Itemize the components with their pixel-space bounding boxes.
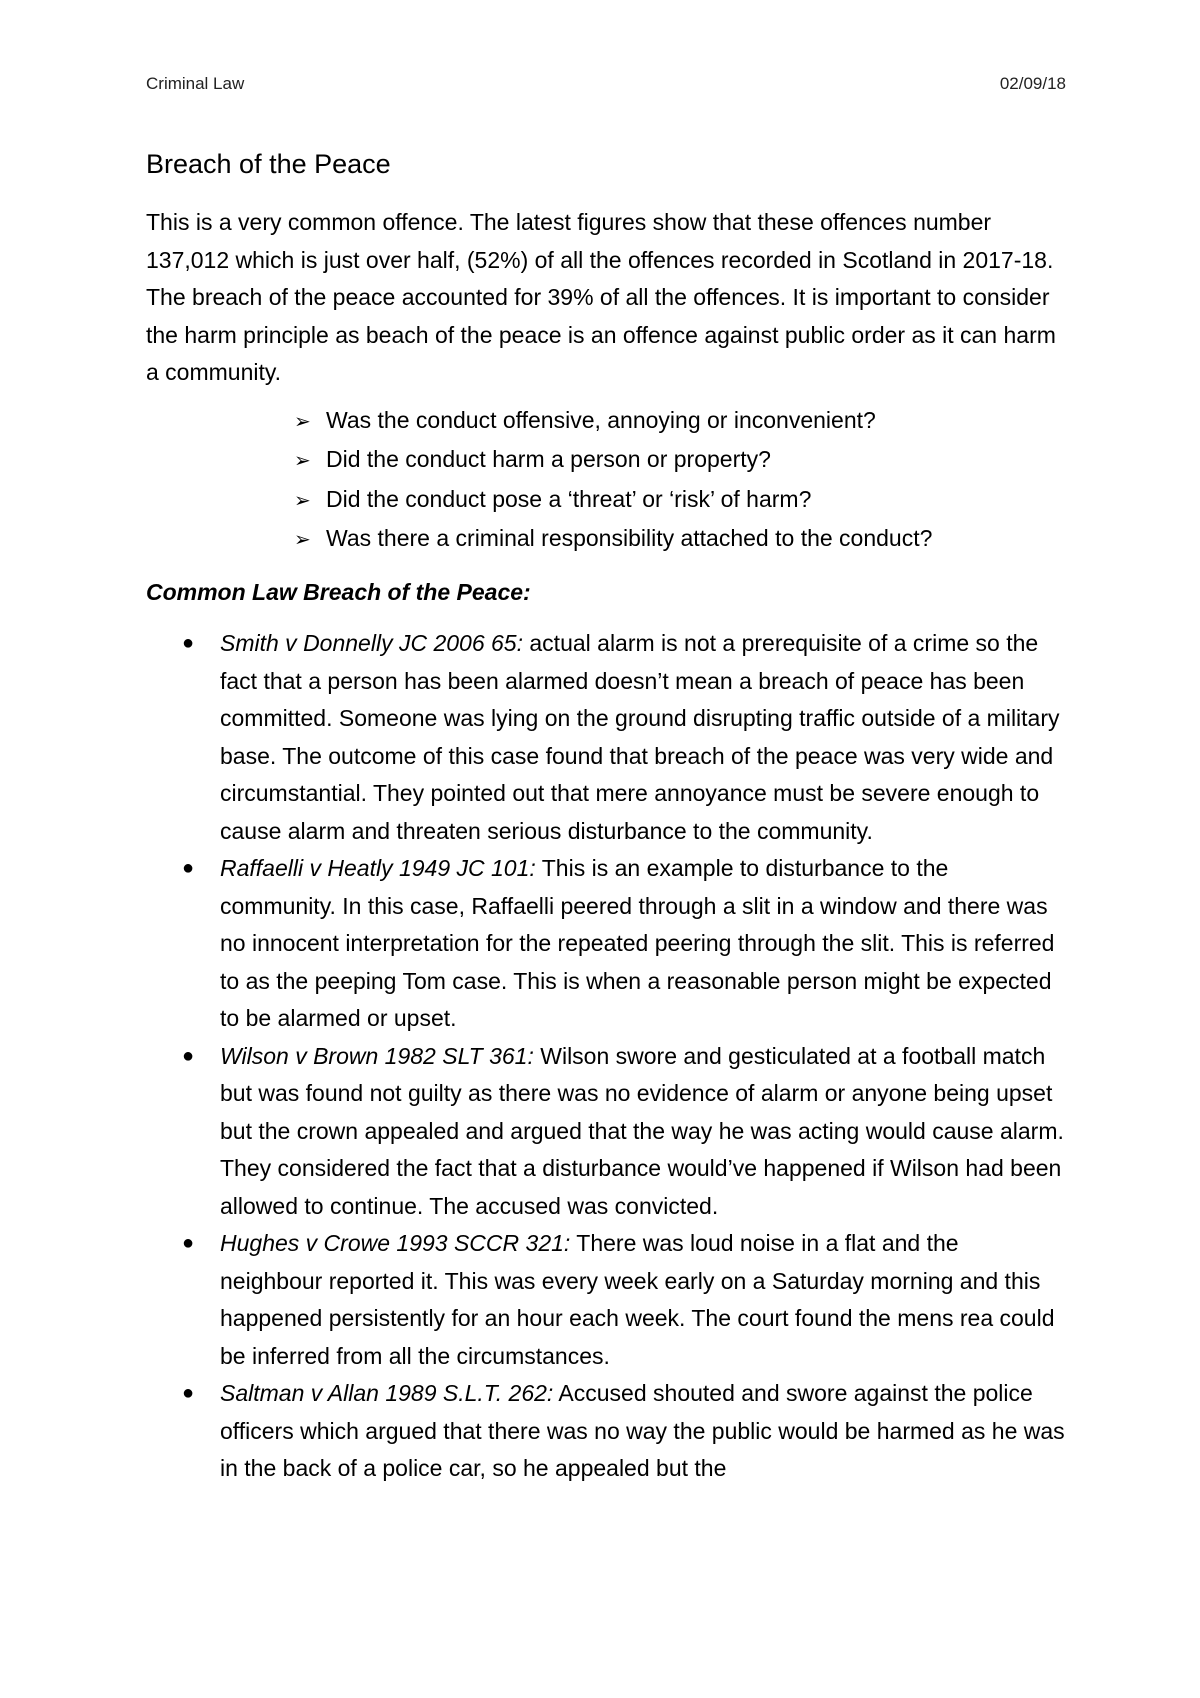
running-header (146, 74, 1066, 98)
document-body (146, 146, 1066, 1488)
question-list (146, 402, 1066, 560)
question-text: Was there a criminal responsibility attached to the conduct? (326, 525, 933, 551)
case-item (146, 850, 1066, 1038)
case-citation: Hughes v Crowe 1993 SCCR 321: (220, 1230, 571, 1256)
question-item (294, 520, 1066, 560)
case-item (146, 1225, 1066, 1375)
dot-bullet-icon: ● (182, 1044, 195, 1067)
case-list (146, 625, 1066, 1488)
dot-bullet-icon: ● (182, 1232, 195, 1254)
case-text: actual alarm is not a prerequisite of a crime so the fact that a person has been alarmed doesn’t mean a breach of peace has been committed. Someone was lying on the ground disrupting traffic outside of a military base. The outcome of this case found that breach of the peace was very wide and circumstantial. They pointed out that mere annoyance must be severe enough to cause alarm and threaten serious disturbance to the community. (220, 630, 1060, 844)
question-text: Did the conduct harm a person or property? (326, 446, 771, 472)
arrow-bullet-icon: ➢ (294, 489, 311, 512)
dot-bullet-icon: ● (182, 632, 195, 654)
case-citation: Raffaelli v Heatly 1949 JC 101: (220, 855, 536, 881)
case-citation: Saltman v Allan 1989 S.L.T. 262: (220, 1380, 554, 1406)
case-item (146, 1038, 1066, 1226)
intro-paragraph: This is a very common offence. The latest figures show that these offences number 137,012 which is just over half, (52%) of all the offences recorded in Scotland in 2017-18. The breach of the peace accounted for 39% of all the offences. It is important to consider the harm principle as beach of the peace is an offence against public order as it can harm a community. (146, 209, 1056, 385)
case-citation: Smith v Donnelly JC 2006 65: (220, 630, 523, 656)
question-item (294, 441, 1066, 481)
case-citation: Wilson v Brown 1982 SLT 361: (220, 1042, 534, 1069)
header-subject: Criminal Law (146, 74, 245, 93)
arrow-bullet-icon: ➢ (294, 450, 311, 472)
section-heading: Common Law Breach of the Peace: (146, 578, 531, 605)
case-text: This is an example to disturbance to the community. In this case, Raffaelli peered through a slit in a window and there was no innocent interpretation for the repeated peering through the slit. This is referred to as the peeping Tom case. This is when a reasonable person might be expected to be alarmed or upset. (220, 855, 1055, 1031)
arrow-bullet-icon: ➢ (294, 529, 311, 551)
page-title: Breach of the Peace (146, 149, 391, 179)
case-item (146, 1375, 1066, 1488)
question-text: Did the conduct pose a ‘threat’ or ‘risk’ of harm? (326, 485, 812, 512)
dot-bullet-icon: ● (182, 857, 195, 879)
question-item (294, 481, 1066, 521)
dot-bullet-icon: ● (182, 1382, 195, 1404)
arrow-bullet-icon: ➢ (294, 410, 311, 433)
case-text: There was loud noise in a flat and the neighbour reported it. This was every week early on a Saturday morning and this happened persistently for an hour each week. The court found the mens rea could be inferred from all the circumstances. (220, 1230, 1055, 1369)
question-text: Was the conduct offensive, annoying or inconvenient? (326, 406, 876, 433)
case-text: Wilson swore and gesticulated at a football match but was found not guilty as there was no evidence of alarm or anyone being upset but the crown appealed and argued that the way he was acting would cause alarm. They considered the fact that a disturbance would’ve happened if Wilson had been allowed to continue. The accused was convicted. (220, 1042, 1064, 1219)
header-date: 02/09/18 (999, 74, 1066, 93)
question-item (294, 402, 1066, 442)
case-text: Accused shouted and swore against the police officers which argued that there was no way the public would be harmed as he was in the back of a police car, so he appealed but the (220, 1380, 1065, 1481)
case-item (146, 625, 1066, 850)
